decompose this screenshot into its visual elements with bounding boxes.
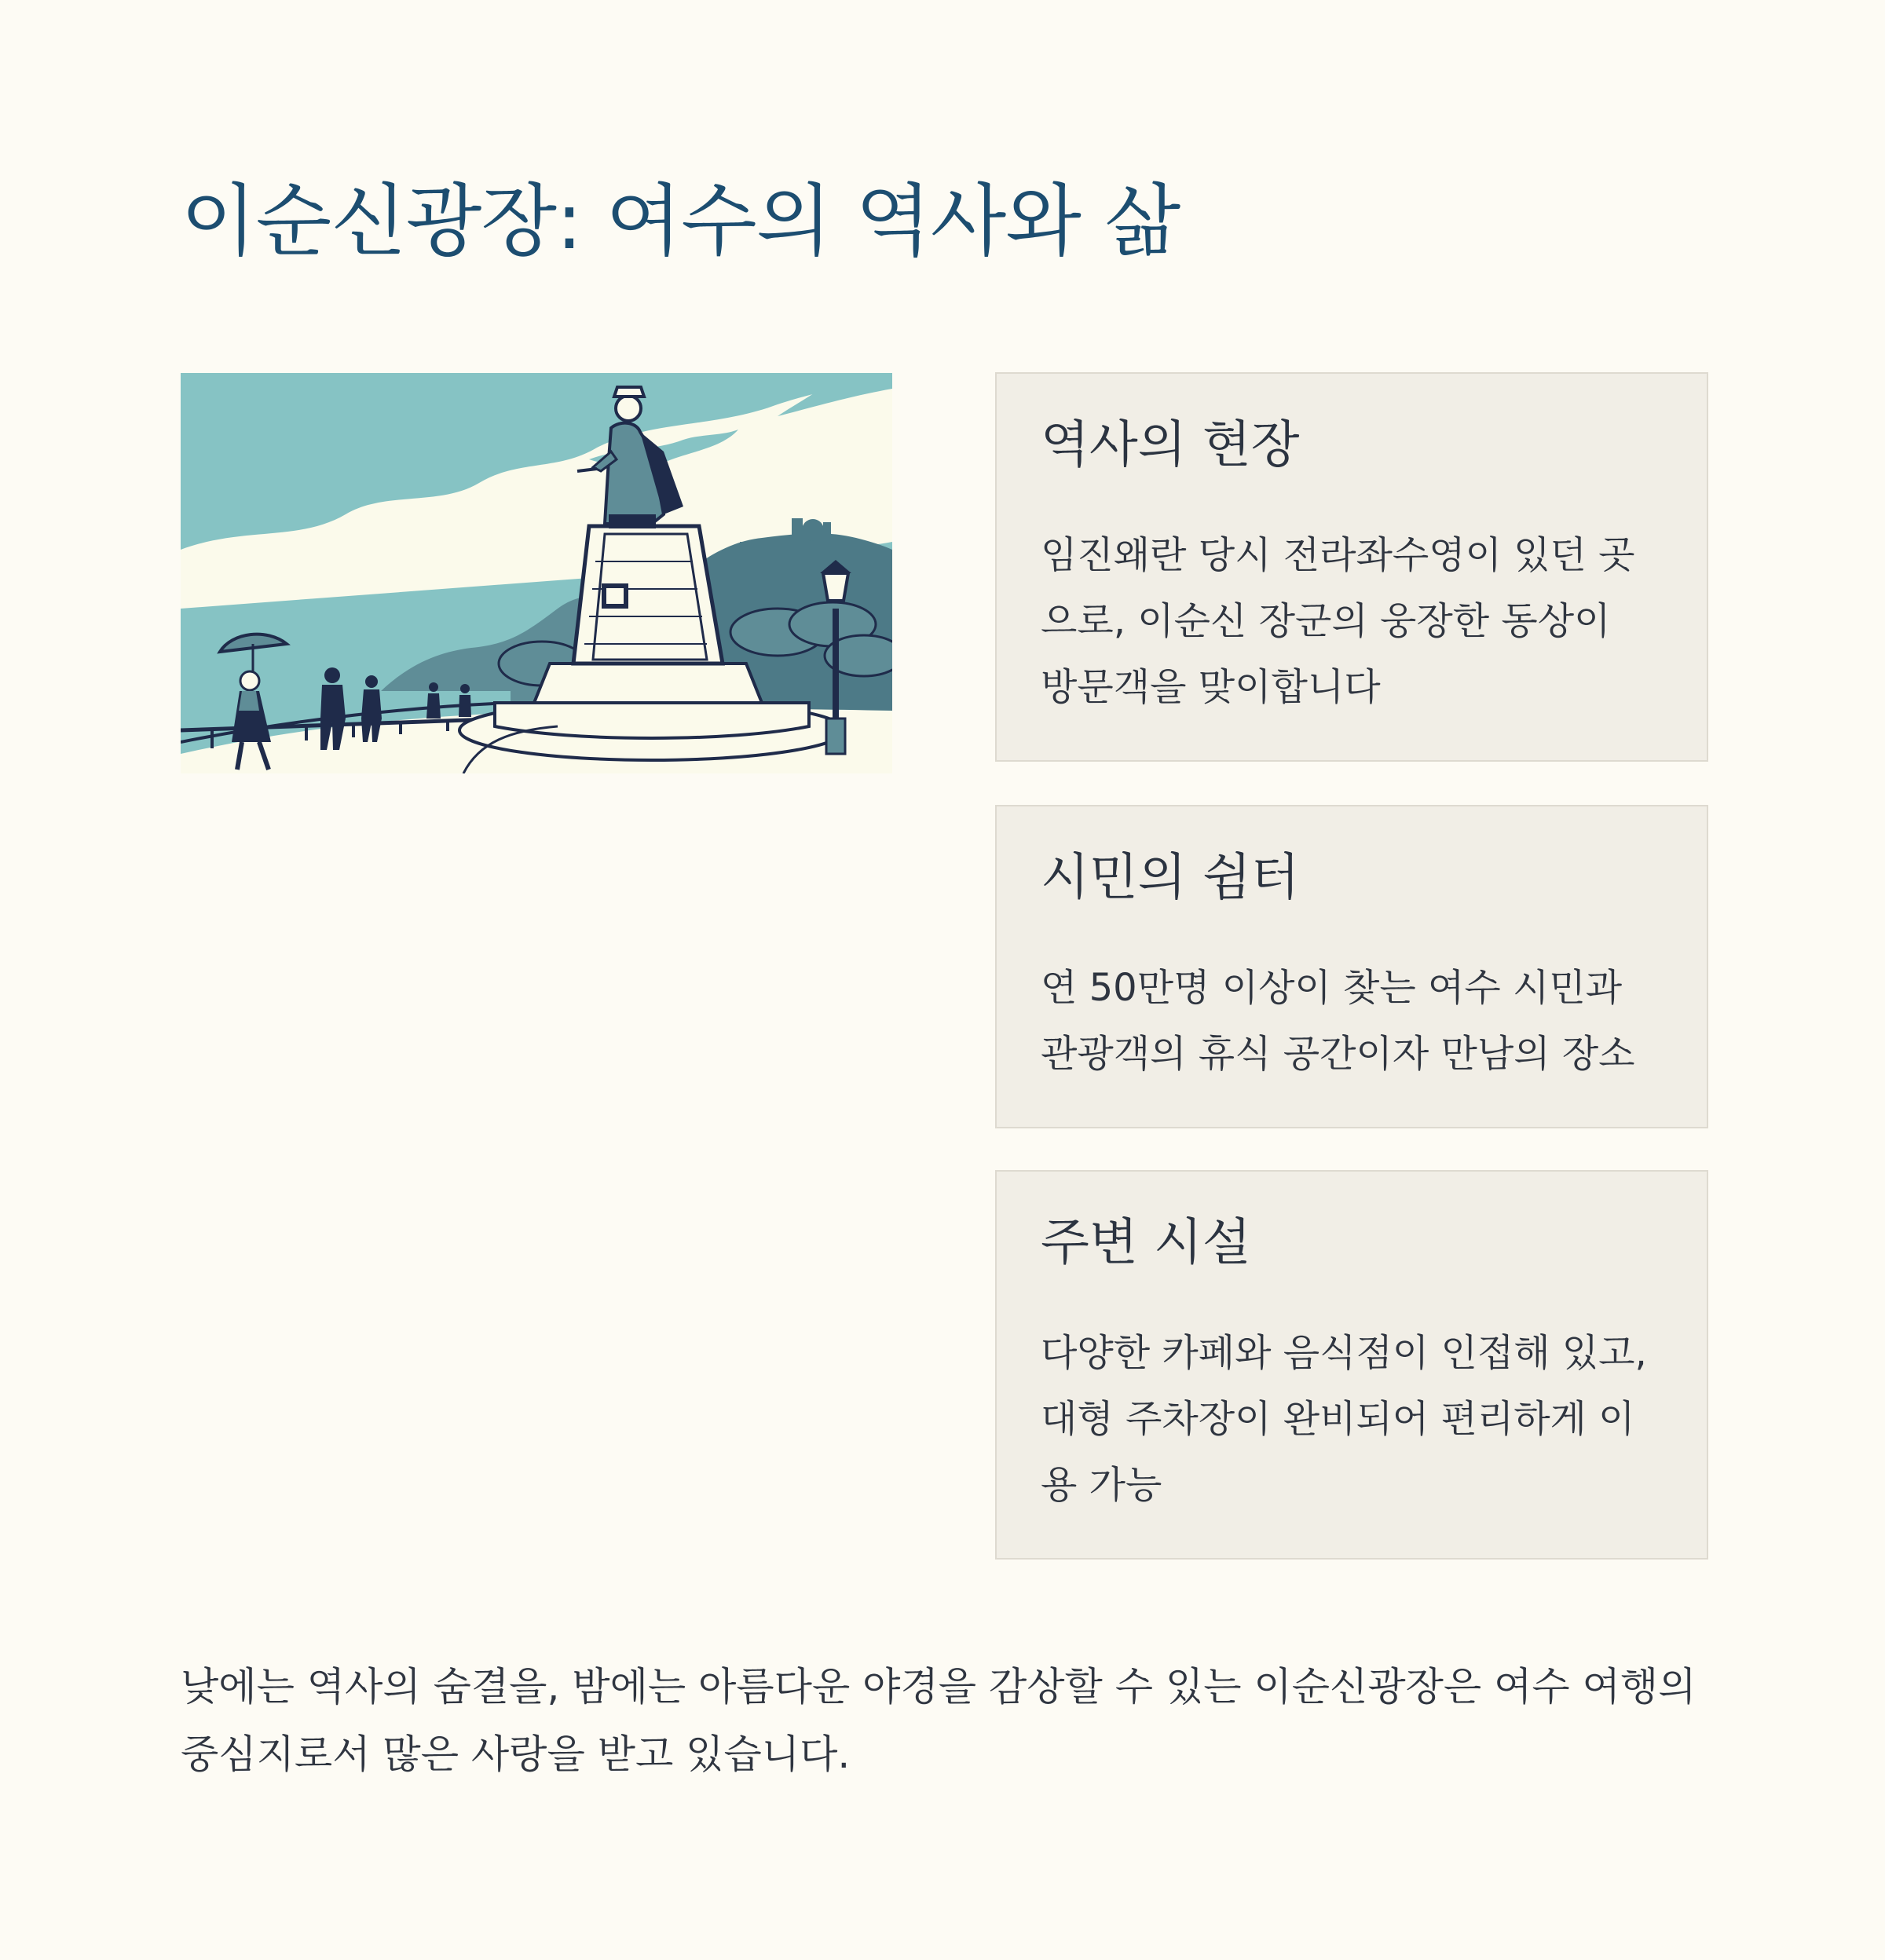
card-line: 다양한 카페와 음식점이 인접해 있고, xyxy=(1041,1331,1647,1376)
card-description xyxy=(1041,522,1669,720)
card-line: 으로, 이순신 장군의 웅장한 동상이 xyxy=(1041,599,1611,644)
card-line: 용 가능 xyxy=(1041,1463,1162,1508)
page-title: 이순신광장: 여수의 역사와 삶 xyxy=(181,175,1180,267)
summary-line: 낮에는 역사의 숨결을, 밤에는 아름다운 야경을 감상할 수 있는 이순신광장은 여수 여행의 xyxy=(181,1664,1696,1710)
card-nearby-facilities xyxy=(995,1170,1708,1560)
card-citizen-rest xyxy=(995,805,1708,1128)
card-title: 역사의 현장 xyxy=(1041,416,1300,474)
card-line: 방문객을 맞이합니다 xyxy=(1041,665,1381,710)
card-line: 연 50만명 이상이 찾는 여수 시민과 xyxy=(1041,966,1623,1011)
card-description xyxy=(1041,1320,1669,1518)
card-line: 대형 주차장이 완비되어 편리하게 이 xyxy=(1041,1397,1635,1442)
card-description xyxy=(1041,955,1669,1087)
summary-paragraph xyxy=(181,1653,1712,1788)
card-line: 관광객의 휴식 공간이자 만남의 장소 xyxy=(1041,1032,1635,1077)
summary-line: 중심지로서 많은 사랑을 받고 있습니다. xyxy=(181,1731,851,1777)
card-title: 주변 시설 xyxy=(1041,1214,1251,1272)
card-history-site xyxy=(995,372,1708,762)
card-line: 임진왜란 당시 전라좌수영이 있던 곳 xyxy=(1041,533,1635,578)
statue-plaza-image xyxy=(181,373,892,773)
card-title: 시민의 쉼터 xyxy=(1041,849,1300,907)
hero-illustration xyxy=(181,373,892,773)
